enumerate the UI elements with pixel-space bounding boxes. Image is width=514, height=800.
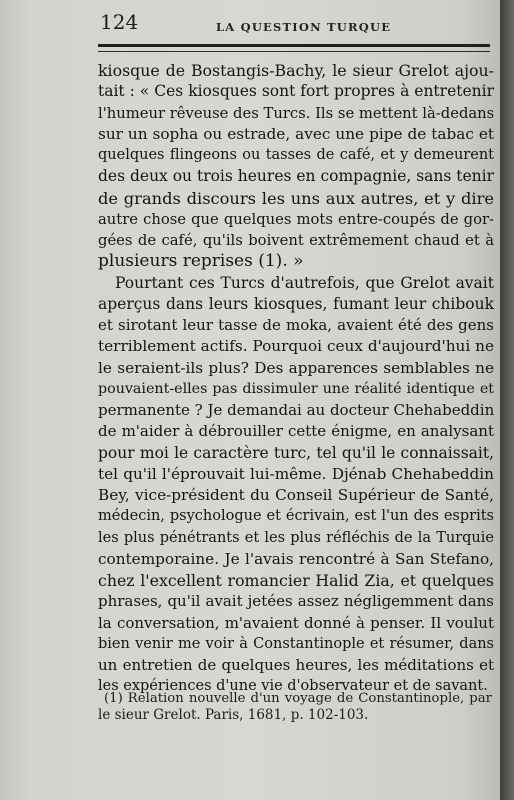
text-line: de grands discours les uns aux autres, et y dire bbox=[98, 188, 494, 208]
running-head: LA QUESTION TURQUE bbox=[216, 20, 392, 34]
page-edge-shadow bbox=[500, 0, 514, 800]
text-line: gées de café, qu'ils boivent extrêmement chaud et à bbox=[98, 232, 494, 249]
text-line: chez l'excellent romancier Halid Zia, et quelques bbox=[98, 571, 494, 590]
text-line: pour moi le caractère turc, tel qu'il le connaissait, bbox=[98, 443, 494, 462]
text-line: permanente ? Je demandai au docteur Chehabeddin bbox=[98, 401, 495, 419]
header-rule bbox=[98, 44, 490, 52]
text-line: Bey, vice-président du Conseil Supérieur de Santé, bbox=[98, 486, 494, 504]
text-line: kiosque de Bostangis-Bachy, le sieur Grelot ajou- bbox=[98, 61, 494, 80]
text-line: phrases, qu'il avait jetées assez négligemment dans bbox=[98, 592, 494, 611]
body-text bbox=[98, 60, 494, 698]
text-line: de m'aider à débrouiller cette énigme, en analysant bbox=[98, 422, 494, 441]
page-number: 124 bbox=[100, 10, 139, 34]
text-line: l'humeur rêveuse des Turcs. Ils se mettent là-dedans bbox=[98, 104, 495, 122]
text-line: le seraient-ils plus? Des apparences semblables ne bbox=[98, 358, 494, 377]
text-line: pouvaient-elles pas dissimuler une réalité identique et bbox=[98, 380, 494, 397]
text-line: sur un sopha ou estrade, avec une pipe de tabac et bbox=[98, 124, 494, 143]
text-line: quelques flingeons ou tasses de café, et y demeurent bbox=[98, 147, 494, 163]
text-line: un entretien de quelques heures, les méditations et bbox=[98, 656, 494, 674]
page-header bbox=[98, 6, 490, 36]
text-line: et sirotant leur tasse de moka, avaient été des gens bbox=[98, 316, 494, 334]
footnote-line: (1) Relation nouvelle d'un voyage de Constantinople, par bbox=[104, 691, 492, 706]
text-line: les expériences d'une vie d'observateur et de savant. bbox=[98, 678, 488, 695]
paragraph-start-line: Pourtant ces Turcs d'autrefois, que Grelot avait bbox=[115, 273, 494, 292]
text-line: des deux ou trois heures en compagnie, sans tenir bbox=[98, 167, 495, 186]
text-line: contemporaine. Je l'avais rencontré à San Stefano, bbox=[98, 549, 494, 568]
text-line: autre chose que quelques mots entre-coupés de gor- bbox=[98, 210, 494, 228]
text-line: tel qu'il l'éprouvait lui-même. Djénab Chehabeddin bbox=[98, 464, 494, 483]
footnote bbox=[98, 690, 492, 724]
footnote-line: le sieur Grelot. Paris, 1681, p. 102-103. bbox=[98, 707, 369, 723]
text-line: bien venir me voir à Constantinople et résumer, dans bbox=[98, 635, 494, 652]
text-line: plusieurs reprises (1). » bbox=[98, 251, 304, 272]
text-line: terriblement actifs. Pourquoi ceux d'aujourd'hui ne bbox=[98, 337, 494, 356]
text-line: médecin, psychologue et écrivain, est l'un des esprits bbox=[98, 508, 494, 525]
text-line: les plus pénétrants et les plus réfléchis de la Turquie bbox=[98, 529, 494, 546]
text-line: aperçus dans leurs kiosques, fumant leur chibouk bbox=[98, 294, 494, 313]
text-line: tait : « Ces kiosques sont fort propres à entretenir bbox=[98, 82, 494, 101]
text-line: la conversation, m'avaient donné à penser. Il voulut bbox=[98, 613, 494, 632]
